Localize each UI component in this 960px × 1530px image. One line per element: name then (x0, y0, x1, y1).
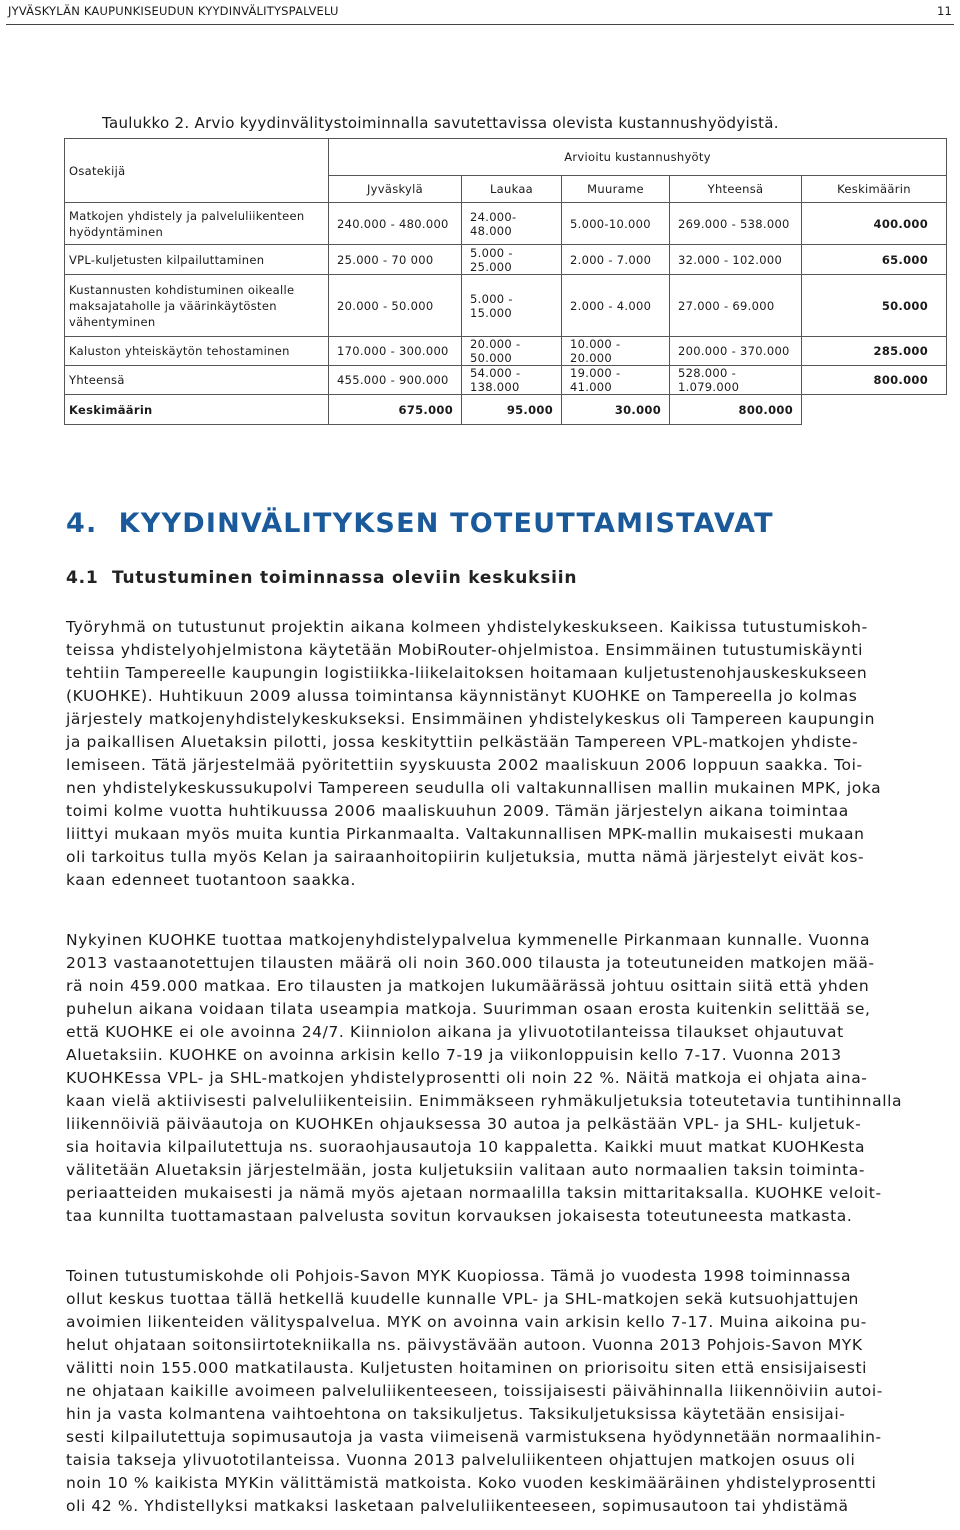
running-header (8, 4, 952, 26)
column-header: Jyväskylä (329, 176, 462, 203)
text-line: liikennöiviä päiväautoja on KUOHKEn ohjauksessa 30 autoa ja pelkästään VPL- ja SHL- kuljetuk- (66, 1115, 862, 1133)
table-header-row (65, 139, 947, 176)
subsection-heading (66, 568, 577, 588)
text-line: noin 10 % kaikista MYKin välittämistä matkoista. Koko vuoden keskimääräinen yhdistelyprosentti (66, 1474, 877, 1492)
table-cell: 5.000-10.000 (562, 203, 670, 245)
table-cell: 10.000 - 20.000 (562, 337, 670, 366)
table-row (65, 275, 947, 337)
average-cell: 65.000 (802, 245, 947, 275)
cost-benefit-table (64, 138, 947, 425)
row-label-line: Matkojen yhdistely ja palveluliikenteen (69, 208, 305, 223)
average-value: 675.000 (329, 395, 462, 425)
row-label (65, 203, 329, 245)
table-caption: Taulukko 2. Arvio kyydinvälitystoiminnalla savutettavissa olevista kustannushyödyistä. (102, 114, 779, 132)
text-line: ne ohjataan kaikille avoimeen palveluliikenteeseen, toissijaisesti päivähinnalla liikennöiviin autoi- (66, 1382, 883, 1400)
table-cell: 5.000 - 15.000 (462, 275, 562, 337)
table-cell: 19.000 - 41.000 (562, 366, 670, 395)
body-paragraph (66, 616, 960, 892)
text-line: Toinen tutustumiskohde oli Pohjois-Savon MYK Kuopiossa. Tämä jo vuodesta 1998 toiminnassa (66, 1267, 852, 1285)
text-line: liittyi mukaan myös muita kuntia Pirkanmaalta. Valtakunnallisen MPK-mallin mukaisesti mukaan (66, 825, 865, 843)
average-value: 800.000 (670, 395, 802, 425)
average-cell: 800.000 (802, 366, 947, 395)
text-line: sesti kilpailutettuja sopimusautoja ja vasta viimeisenä varmistuksena hyödynnetään normaalihin- (66, 1428, 882, 1446)
body-paragraph (66, 929, 960, 1228)
average-cell: 50.000 (802, 275, 947, 337)
table-cell: 200.000 - 370.000 (670, 337, 802, 366)
text-line: teissa yhdistelyohjelmistona käytetään MobiRouter-ohjelmistoa. Ensimmäinen tutustumiskäynti (66, 641, 864, 659)
section-heading (66, 508, 774, 539)
column-header: Laukaa (462, 176, 562, 203)
text-line: kaan vielä aktiivisesti palveluliikenteisiin. Enimmäkseen ryhmäkuljetuksia toteutetavia tuntihinnalla (66, 1092, 903, 1110)
text-line: puhelun aikana voidaan tilata useampia matkoja. Suurimman osaan erosta kuitenkin selittää se, (66, 1000, 871, 1018)
page-number: 11 (936, 4, 952, 18)
table-cell: 528.000 - 1.079.000 (670, 366, 802, 395)
average-cell: 285.000 (802, 337, 947, 366)
table-cell: 5.000 - 25.000 (462, 245, 562, 275)
text-line: ollut keskus tuottaa tällä hetkellä kuudelle kunnalle VPL- ja SHL-matkojen sekä kutsuohjattujen (66, 1290, 859, 1308)
text-line: lemiseen. Tätä järjestelmää pyöritettiin syyskuusta 2002 maaliskuun 2006 loppuun saakka. Toi- (66, 756, 863, 774)
text-line: välitti noin 155.000 matkatilausta. Kuljetusten hoitaminen on priorisoitu siten että ensisijaisesti (66, 1359, 868, 1377)
subsection-number: 4.1 (66, 568, 99, 588)
table-cell: 25.000 - 70 000 (329, 245, 462, 275)
average-cell: 400.000 (802, 203, 947, 245)
column-header: Yhteensä (670, 176, 802, 203)
text-line: (KUOHKE). Huhtikuun 2009 alussa toimintansa käynnistänyt KUOHKE on Tampereella jo kolmas (66, 687, 858, 705)
table-cell: 20.000 - 50.000 (329, 275, 462, 337)
row-label (65, 245, 329, 275)
subsection-title: Tutustuminen toiminnassa oleviin keskuksiin (111, 568, 578, 588)
body-paragraph (66, 1265, 960, 1518)
row-label (65, 366, 329, 395)
text-line: rä noin 459.000 matkaa. Ero tilausten ja matkojen lukumäärässä johtuu osittain siitä että yhden (66, 977, 870, 995)
text-line: välitetään Aluetaksin järjestelmään, josta kuljetuksiin valitaan auto normaalien taksin toiminta- (66, 1161, 866, 1179)
table-cell: 170.000 - 300.000 (329, 337, 462, 366)
text-line: oli tarkoitus tulla myös Kelan ja sairaanhoitopiirin kuljetuksia, mutta nämä järjestelyt eivät kos- (66, 848, 865, 866)
text-line: ja paikallisen Aluetaksin pilotti, jossa keskityttiin pelkästään Tampereen VPL-matkojen yhdiste- (66, 733, 859, 751)
text-line: avoimien liikenteiden välityspalvelua. MYK on avoinna vain arkisin kello 7-17. Muina aikoina pu- (66, 1313, 867, 1331)
text-line: Aluetaksiin. KUOHKE on avoinna arkisin kello 7-19 ja viikonloppuisin kello 7-17. Vuonna 2013 (66, 1046, 842, 1064)
row-label-line: Kaluston yhteiskäytön tehostaminen (69, 344, 290, 358)
text-line: 2013 vastaanotettujen tilausten määrä oli noin 360.000 tilausta ja toteutuneiden matkojen mää- (66, 954, 875, 972)
row-label-line: maksajataholle ja väärinkäytösten (69, 298, 277, 313)
text-line: kaan edenneet tuotantoon saakka. (66, 871, 357, 889)
row-label (65, 275, 329, 337)
text-line: taisia takseja ylivuototilanteissa. Vuonna 2013 palveluliikenteen ohjattujen matkojen osuus oli (66, 1451, 856, 1469)
group-header: Arvioitu kustannushyöty (329, 139, 947, 176)
table-row (65, 203, 947, 245)
text-line: periaatteiden mukaisesti ja nämä myös ajetaan normaalilla taksin mittaritaksalla. KUOHKE veloit- (66, 1184, 882, 1202)
document-header-title: JYVÄSKYLÄN KAUPUNKISEUDUN KYYDINVÄLITYSPALVELU (8, 4, 339, 18)
row-label-line: vähentyminen (69, 314, 156, 329)
text-line: Työryhmä on tutustunut projektin aikana kolmeen yhdistelykeskukseen. Kaikissa tutustumiskoh- (66, 618, 868, 636)
text-line: järjestely matkojenyhdistelykeskukseksi. Ensimmäinen yhdistelykeskus oli Tampereen kaupungin (66, 710, 876, 728)
text-line: taa kunnilta tuottamastaan palvelusta sovitun korvauksen jokaisesta toteutuneesta matkasta. (66, 1207, 853, 1225)
row-label-line: Yhteensä (69, 373, 125, 387)
average-value: 30.000 (562, 395, 670, 425)
text-line: KUOHKEssa VPL- ja SHL-matkojen yhdistelyprosentti oli noin 22 %. Näitä matkoja ei ohjata aina- (66, 1069, 868, 1087)
section-title: KYYDINVÄLITYKSEN TOTEUTTAMISTAVAT (118, 508, 774, 539)
table-cell: 54.000 - 138.000 (462, 366, 562, 395)
table-cell: 27.000 - 69.000 (670, 275, 802, 337)
empty-cell (802, 395, 947, 425)
row-label-line: hyödyntäminen (69, 224, 164, 239)
column-header: Keskimäärin (802, 176, 947, 203)
text-line: tehtiin Tampereelle kaupungin logistiikka-liikelaitoksen hoitamaan kuljetustenohjauskeskukseen (66, 664, 868, 682)
table-cell: 2.000 - 4.000 (562, 275, 670, 337)
header-divider (6, 24, 954, 25)
table-row (65, 366, 947, 395)
text-line: nen yhdistelykeskussukupolvi Tampereen seudulla oli valtakunnallisen mallin mukainen MPK, joka (66, 779, 882, 797)
table-cell: 240.000 - 480.000 (329, 203, 462, 245)
table-cell: 2.000 - 7.000 (562, 245, 670, 275)
table-cell: 20.000 - 50.000 (462, 337, 562, 366)
row-label-line: Kustannusten kohdistuminen oikealle (69, 282, 295, 297)
average-row-label: Keskimäärin (65, 395, 329, 425)
text-line: että KUOHKE ei ole avoinna 24/7. Kiinniolon aikana ja ylivuototilanteissa tilaukset ohjautuvat (66, 1023, 844, 1041)
stakeholder-header: Osatekijä (65, 139, 329, 203)
table-cell: 269.000 - 538.000 (670, 203, 802, 245)
table-cell: 32.000 - 102.000 (670, 245, 802, 275)
text-line: sia hoitavia kilpailutettuja ns. suoraohjausautoja 10 kappaletta. Kaikki muut matkat KUOHKesta (66, 1138, 866, 1156)
column-header: Muurame (562, 176, 670, 203)
text-line: Nykyinen KUOHKE tuottaa matkojenyhdistelypalvelua kymmenelle Pirkanmaan kunnalle. Vuonna (66, 931, 871, 949)
section-number: 4. (66, 508, 98, 539)
table-cell: 455.000 - 900.000 (329, 366, 462, 395)
average-value: 95.000 (462, 395, 562, 425)
text-line: hin ja vasta kolmantena vaihtoehtona on taksikuljetus. Taksikuljetuksissa käytetään ensisijai- (66, 1405, 846, 1423)
table-row (65, 245, 947, 275)
table-row (65, 337, 947, 366)
row-label-line: VPL-kuljetusten kilpailuttaminen (69, 252, 265, 267)
row-label (65, 337, 329, 366)
text-line: toimi kolme vuotta huhtikuussa 2006 maaliskuuhun 2009. Tämän järjestelyn aikana toimintaa (66, 802, 849, 820)
text-line: oli 42 %. Yhdistellyksi matkaksi lasketaan palveluliikenteeseen, sopimusautoon tai yhdistämä (66, 1497, 849, 1515)
average-row (65, 395, 947, 425)
text-line: helut ohjataan soitonsiirtotekniikalla ns. päivystävään autoon. Vuonna 2013 Pohjois-Savon MYK (66, 1336, 863, 1354)
table-cell: 24.000-48.000 (462, 203, 562, 245)
